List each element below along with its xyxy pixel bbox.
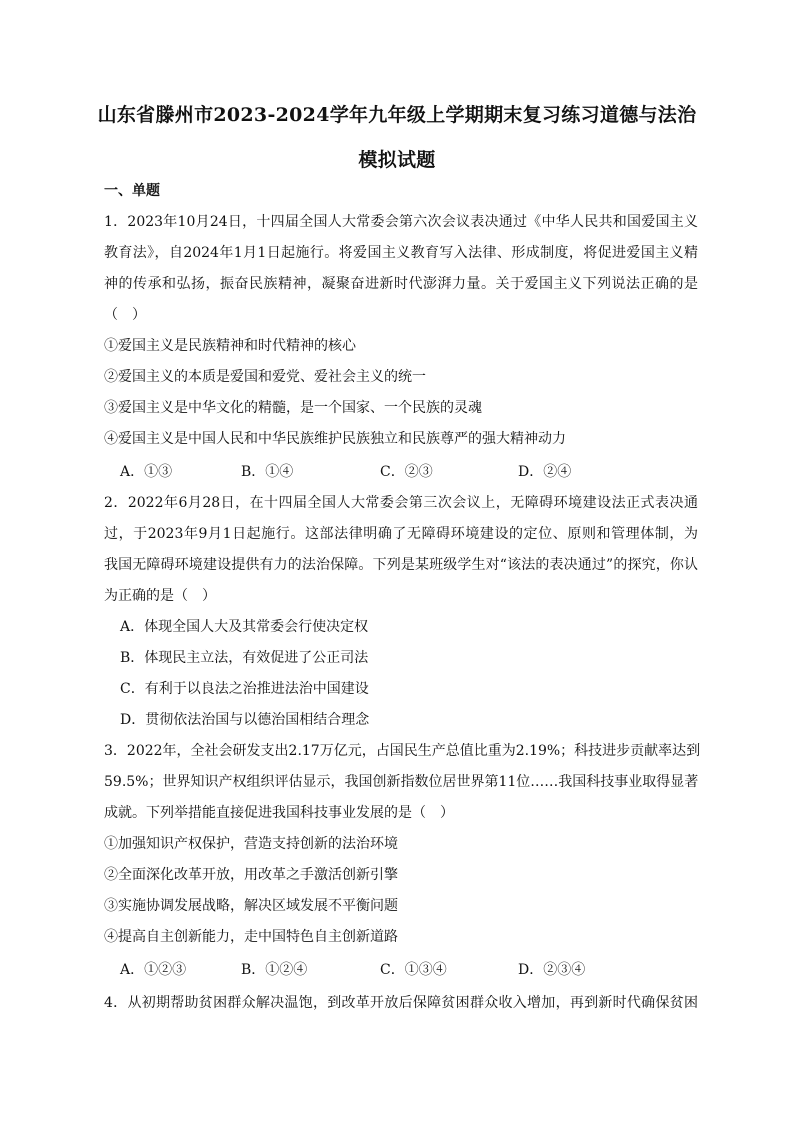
q3-line-1: 3．2022年，全社会研发支出2.17万亿元，占国民生产总值比重为2.19%；科技进步贡献率达到	[104, 743, 701, 759]
q3-statement-1: ①加强知识产权保护，营造支持创新的法治环境	[104, 836, 398, 852]
q3-option-b[interactable]: B．①②④	[241, 962, 308, 978]
q1-statement-2: ②爱国主义的本质是爱国和爱党、爱社会主义的统一	[104, 369, 426, 385]
q2-option-d[interactable]: D．贯彻依法治国与以德治国相结合理念	[120, 712, 370, 728]
q3-option-a[interactable]: A．①②③	[120, 962, 187, 978]
q1-line-1: 1．2023年10月24日，十四届全国人大常委会第六次会议表决通过《中华人民共和国爱国主义	[104, 214, 698, 230]
q3-line-2: 59.5%；世界知识产权组织评估显示，我国创新指数位居世界第11位……我国科技事业取得显著	[104, 774, 699, 790]
q1-option-a[interactable]: A．①③	[120, 464, 173, 480]
q3-statement-2: ②全面深化改革开放，用改革之手激活创新引擎	[104, 867, 398, 883]
q1-line-2: 教育法》，自2024年1月1日起施行。将爱国主义教育写入法律、形成制度，将促进爱国主义精	[104, 245, 698, 261]
q1-line-4: （ ）	[104, 307, 146, 323]
q2-option-b[interactable]: B．体现民主立法，有效促进了公正司法	[120, 650, 369, 666]
q4-line-1: 4．从初期帮助贫困群众解决温饱，到改革开放后保障贫困群众收入增加，再到新时代确保贫困	[104, 995, 698, 1011]
q1-options	[120, 462, 720, 482]
q3-line-3: 成就。下列举措能直接促进我国科技事业发展的是（ ）	[104, 805, 454, 821]
q3-options	[120, 960, 720, 980]
q3-option-c[interactable]: C．①③④	[380, 962, 447, 978]
section-heading: 一、单题	[104, 183, 160, 199]
q1-option-b[interactable]: B．①④	[241, 464, 294, 480]
q2-line-2: 过，于2023年9月1日起施行。这部法律明确了无障碍环境建设的定位、原则和管理体制，为	[104, 526, 698, 542]
q1-statement-4: ④爱国主义是中国人民和中华民族维护民族独立和民族尊严的强大精神动力	[104, 431, 566, 447]
q2-line-3: 我国无障碍环境建设提供有力的法治保障。下列是某班级学生对“该法的表决通过”的探究，你认	[104, 557, 698, 573]
page-title-line-1: 山东省滕州市2023-2024学年九年级上学期期末复习练习道德与法治	[97, 104, 697, 126]
q1-option-c[interactable]: C．②③	[380, 464, 433, 480]
page-title-line-2: 模拟试题	[358, 149, 436, 171]
q2-option-c[interactable]: C．有利于以良法之治推进法治中国建设	[120, 681, 369, 697]
q1-option-d[interactable]: D．②④	[518, 464, 572, 480]
q1-line-3: 神的传承和弘扬，振奋民族精神，凝聚奋进新时代澎湃力量。关于爱国主义下列说法正确的是	[104, 276, 698, 292]
q2-line-4: 为正确的是（ ）	[104, 588, 216, 604]
q3-option-d[interactable]: D．②③④	[518, 962, 586, 978]
q3-statement-3: ③实施协调发展战略，解决区域发展不平衡问题	[104, 898, 398, 914]
q2-line-1: 2．2022年6月28日，在十四届全国人大常委会第三次会议上，无障碍环境建设法正式表决通	[104, 495, 698, 511]
q2-option-a[interactable]: A．体现全国人大及其常委会行使决定权	[120, 619, 369, 635]
q1-statement-1: ①爱国主义是民族精神和时代精神的核心	[104, 338, 356, 354]
q3-statement-4: ④提高自主创新能力，走中国特色自主创新道路	[104, 929, 398, 945]
q1-statement-3: ③爱国主义是中华文化的精髓，是一个国家、一个民族的灵魂	[104, 400, 482, 416]
